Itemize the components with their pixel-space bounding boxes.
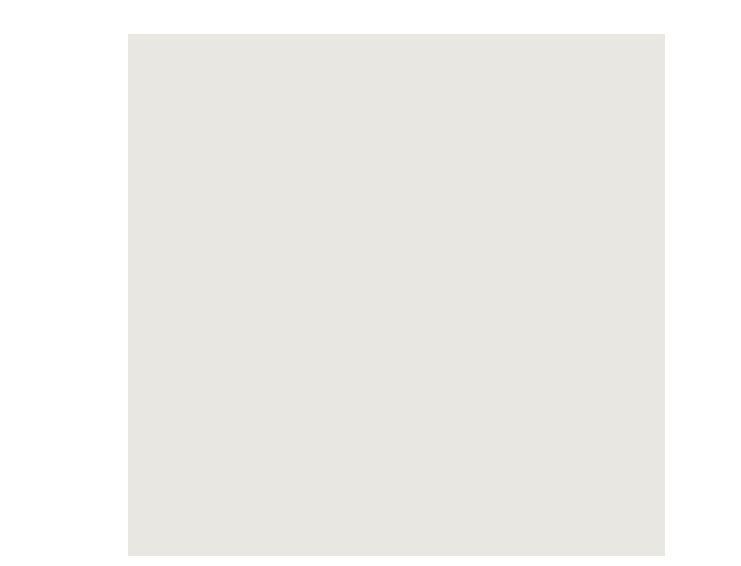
textbook-scan-panel [128, 34, 665, 556]
